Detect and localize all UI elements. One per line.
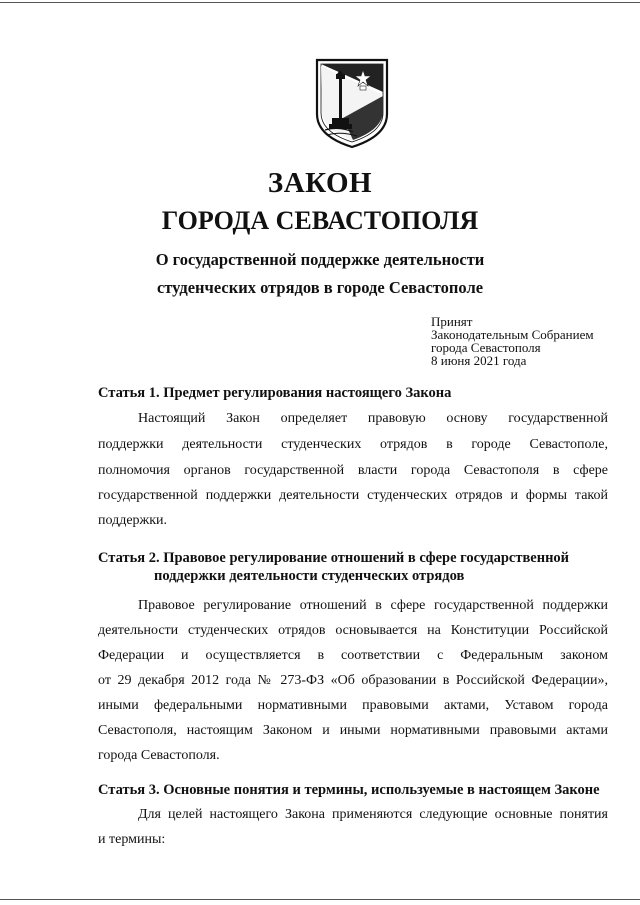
article-1-text-line: поддержки деятельности студенческих отрядов в городе Севастополе,	[98, 437, 608, 452]
article-2-text-line: Федерации и осуществляется в соответствии с Федеральным законом	[98, 648, 608, 663]
adoption-date: 8 июня 2021 года	[431, 353, 527, 368]
article-2-text-line: иными федеральными нормативными правовыми актами, Уставом города	[98, 698, 608, 713]
article-1-text-line: Настоящий Закон определяет правовую основу государственной	[138, 411, 608, 426]
article-2-text-line: Правовое регулирование отношений в сфере государственной поддержки	[138, 598, 608, 613]
document-subtitle-line-1: О государственной поддержке деятельности	[155, 250, 485, 269]
article-3-text-line: Для целей настоящего Закона применяются следующие основные понятия	[138, 807, 608, 822]
document-title: ЗАКОН	[267, 167, 373, 199]
article-2-text-line: города Севастополя.	[98, 748, 220, 763]
scan-edge-bottom	[0, 899, 640, 900]
article-2-text-line: от 29 декабря 2012 года № 273-ФЗ «Об образовании в Российской Федерации»,	[98, 673, 608, 688]
article-2-text-line: Севастополя, настоящим Законом и иными нормативными правовыми актами	[98, 723, 608, 738]
article-1-text-line: полномочия органов государственной власти города Севастополя в сфере	[98, 463, 608, 478]
article-2-heading: Статья 2. Правовое регулирование отношений в сфере государственной	[98, 550, 570, 566]
adoption-line: города Севастополя	[431, 340, 541, 355]
sevastopol-coat-of-arms-icon	[313, 56, 391, 150]
article-1-text-line: государственной поддержки деятельности студенческих отрядов и формы такой	[98, 488, 608, 503]
document-city-title: ГОРОДА СЕВАСТОПОЛЯ	[161, 206, 479, 235]
article-2-text-line: деятельности студенческих отрядов основывается на Конституции Российской	[98, 623, 608, 638]
scan-edge-top	[0, 2, 640, 3]
article-2-heading-continued: поддержки деятельности студенческих отрядов	[154, 568, 465, 584]
adoption-line: Принят	[431, 314, 473, 329]
article-1-text-line: поддержки.	[98, 513, 168, 528]
article-3-text-line: и термины:	[98, 832, 166, 847]
adoption-line: Законодательным Собранием	[431, 327, 594, 342]
document-subtitle-line-2: студенческих отрядов в городе Севастополе	[156, 278, 484, 297]
article-1-heading: Статья 1. Предмет регулирования настоящего Закона	[98, 385, 452, 401]
article-3-heading: Статья 3. Основные понятия и термины, используемые в настоящем Законе	[98, 782, 600, 798]
